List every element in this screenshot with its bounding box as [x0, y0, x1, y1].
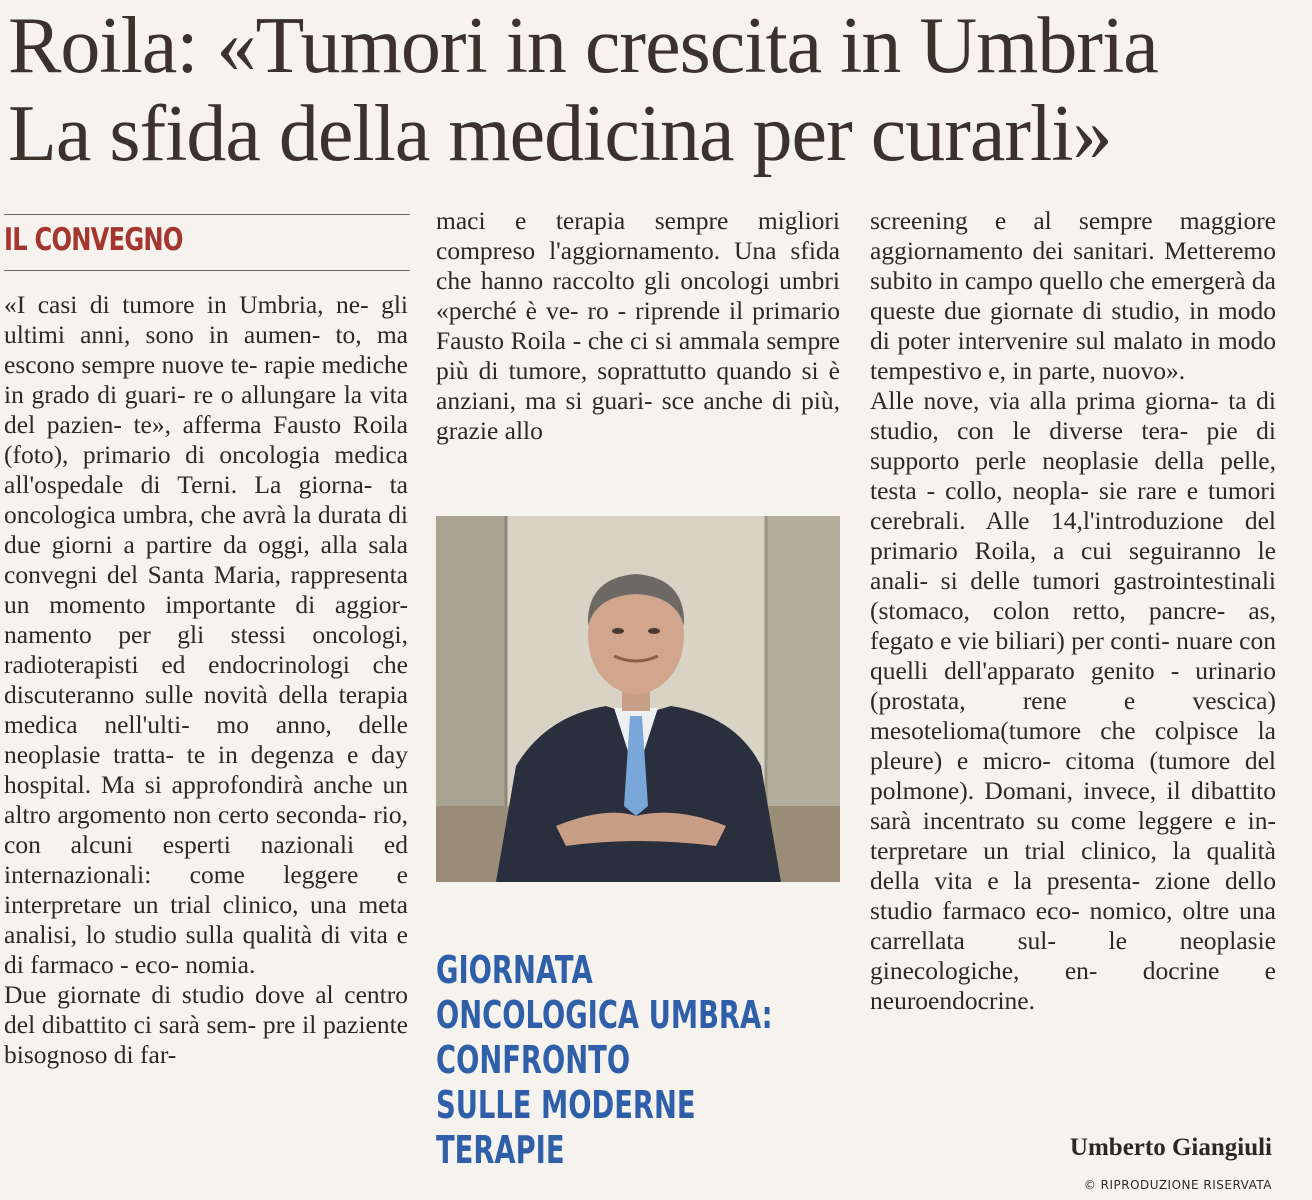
callout-line: CONFRONTO	[436, 1038, 631, 1082]
portrait-illustration	[436, 516, 840, 882]
article-column-3	[870, 206, 1276, 1016]
article-column-1	[4, 290, 408, 1070]
kicker-bottom-rule	[4, 270, 410, 271]
article-paragraph: screening e al sempre maggiore aggiornamento dei sanitari. Metteremo subito in campo quello che emergerà da queste due giornate di studio, in modo di poter intervenire sul malato in modo tempestivo e, in parte, nuovo».	[870, 206, 1276, 385]
article-paragraph: «I casi di tumore in Umbria, ne- gli ultimi anni, sono in aumen- to, ma escono sempre nuove te- rapie mediche in grado di guari- re o allungare la vita del pazien- te», afferma Fausto Roila (foto), primario di oncologia medica all'ospedale di Terni. La giorna- ta oncologica umbra, che avrà la durata di due giorni a partire da oggi, alla sala convegni del Santa Maria, rappresenta un momento importante di aggior- namento per gli stessi oncologi, radioterapisti ed endocrinologi che discuteranno sulle novità della terapia medica nell'ulti- mo anno, delle neoplasie tratta- te in degenza e day hospital. Ma si approfondirà anche un altro argomento non certo seconda- rio, con alcuni esperti nazionali ed internazionali: come leggere e interpretare un trial clinico, una meta analisi, lo studio sulla qualità di vita e di farmaco - eco- nomia.	[4, 290, 408, 979]
headline-line-1: Roila: «Tumori in crescita in Umbria	[8, 2, 1158, 90]
portrait-photo	[436, 516, 840, 882]
headline	[8, 2, 1308, 178]
copyright-notice: © RIPRODUZIONE RISERVATA	[1083, 1178, 1272, 1192]
callout-line: GIORNATA	[436, 948, 593, 992]
article-column-2	[436, 206, 840, 446]
callout-line: SULLE MODERNE	[436, 1083, 696, 1127]
article-paragraph: maci e terapia sempre migliori compreso l'aggiornamento. Una sfida che hanno raccolto gli oncologi umbri «perché è ve- ro - riprende il primario Fausto Roila - che ci si ammala sempre più di tumore, soprattutto quando si è anziani, ma si guari- sce anche di più, grazie allo	[436, 206, 840, 445]
callout-box	[436, 948, 773, 1173]
article-paragraph: Alle nove, via alla prima giorna- ta di studio, con le diverse tera- pie di supporto perle neoplasie della pelle, testa - collo, neopla- sie rare e tumori cerebrali. Alle 14,l'introduzione del primario Roila, a cui seguiranno le anali- si delle tumori gastrointestinali (stomaco, colon retto, pancre- as, fegato e vie biliari) per conti- nuare con quelli dell'apparato genito - urinario (prostata, rene e vescica) mesotelioma(tumore che colpisce la pleure) e micro- citoma (tumore del polmone). Domani, invece, il dibattito sarà incentrato su come leggere e in- terpretare un trial clinico, la qualità della vita e la presenta- zione dello studio farmaco eco- nomico, oltre una carrellata sul- le neoplasie ginecologiche, en- docrine e neuroendocrine.	[870, 386, 1276, 1015]
callout-line: TERAPIE	[436, 1128, 565, 1172]
author-signature: Umberto Giangiuli	[1069, 1134, 1272, 1161]
callout-line: ONCOLOGICA UMBRA:	[436, 993, 773, 1037]
article-paragraph: Due giornate di studio dove al centro del dibattito ci sarà sem- pre il paziente bisognoso di far-	[4, 980, 408, 1069]
headline-line-2: La sfida della medicina per curarli»	[8, 90, 1112, 178]
section-kicker: IL CONVEGNO	[4, 222, 183, 258]
kicker-top-rule	[4, 214, 410, 215]
